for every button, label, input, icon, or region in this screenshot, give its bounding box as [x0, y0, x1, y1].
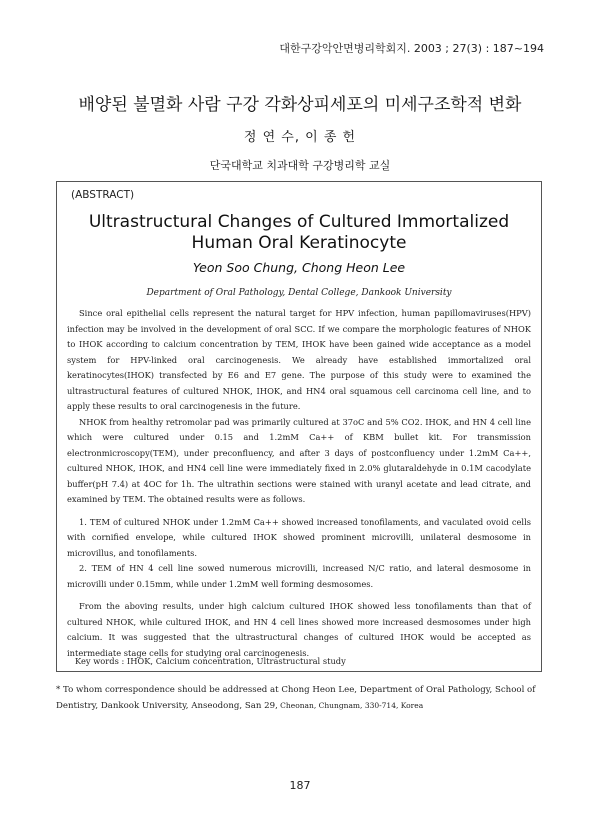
- abstract-result-2: 2. TEM of HN 4 cell line sowed numerous microvilli, increased N/C ratio, and lateral desmosome in microvilli under 0.15mm, while under 1.2mM well forming desmosomes.: [67, 563, 531, 589]
- abstract-paragraph-background: Since oral epithelial cells represent the natural target for HPV infection, human papillomaviruses(HPV) infection may be involved in the development of oral SCC. If we compare the morphologic features of NHOK to IHOK according to calcium concentration by TEM, IHOK have been gained wide acceptance as a model system for HPV-linked oral carcinogenesis. We already have established immortalized oral keratinocytes(IHOK) transfected by E6 and E7 gene. The purpose of this study were to examined the ultrastructural features of cultured NHOK, IHOK, and HN4 oral squamous cell carcinoma cell line, and to apply these results to oral carcinogenesis in the future.: [67, 308, 531, 411]
- page-number: 187: [289, 779, 311, 792]
- abstract-body: [67, 306, 531, 661]
- english-affiliation: Department of Oral Pathology, Dental College, Dankook University: [146, 288, 452, 298]
- korean-title: 배양된 불멸화 사람 구강 각화상피세포의 미세구조학적 변화: [78, 95, 522, 115]
- journal-reference: 대한구강악안면병리학회지. 2003 ; 27(3) : 187~194: [279, 42, 544, 55]
- abstract-paragraph-methods: NHOK from healthy retromolar pad was primarily cultured at 37oC and 5% CO2. IHOK, and HN 4 cell line which were cultured under 0.15 and 1.2mM Ca++ of KBM bullet kit. For transmission electronmicroscopy(TEM), under preconfluency, and after 3 days of postconfluency under 1.2mM Ca++, cultured NHOK, IHOK, and HN4 cell line were immediately fixed in 2.0% glutaraldehyde in 0.1M cacodylate buffer(pH 7.4) at 4OC for 1h. The ultrathin sections were stained with uranyl acetate and lead citrate, and examined by TEM. The obtained results were as follows.: [67, 416, 531, 504]
- english-authors: Yeon Soo Chung, Chong Heon Lee: [192, 260, 406, 275]
- korean-affiliation: 단국대학교 치과대학 구강병리학 교실: [209, 159, 391, 172]
- footnote-address: Cheonan, Chungnam, 330-714, Korea: [277, 701, 424, 710]
- keywords: Key words : IHOK, Calcium concentration, Ultrastructural study: [75, 656, 346, 666]
- footnote-main: * To whom correspondence should be addressed at Chong Heon Lee, Department of Oral Pathology, School of Dentistry, Dankook University, Anseodong, San 29,: [56, 685, 536, 711]
- abstract-conclusion: From the aboving results, under high calcium cultured IHOK showed less tonofilaments than that of cultured NHOK, while cultured IHOK, and HN 4 cell lines showed more increased desmosomes under high calcium. It was suggested that the ultrastructural changes of cultured IHOK would be accepted as intermediate stage cells for studying oral carcinogenesis.: [67, 601, 531, 658]
- korean-authors: 정 연 수, 이 종 헌: [243, 130, 357, 145]
- abstract-label: (ABSTRACT): [71, 189, 135, 201]
- abstract-result-1: 1. TEM of cultured NHOK under 1.2mM Ca++ showed increased tonofilaments, and vaculated ovoid cells with cornified envelope, while cultured IHOK showed prominent microvilli, unilateral desmosome in microvillus, and tonofilaments.: [67, 516, 531, 558]
- abstract-box: [56, 181, 542, 672]
- correspondence-footnote: [56, 683, 544, 714]
- english-title: Ultrastructural Changes of Cultured Immortalized Human Oral Keratinocyte: [88, 212, 510, 253]
